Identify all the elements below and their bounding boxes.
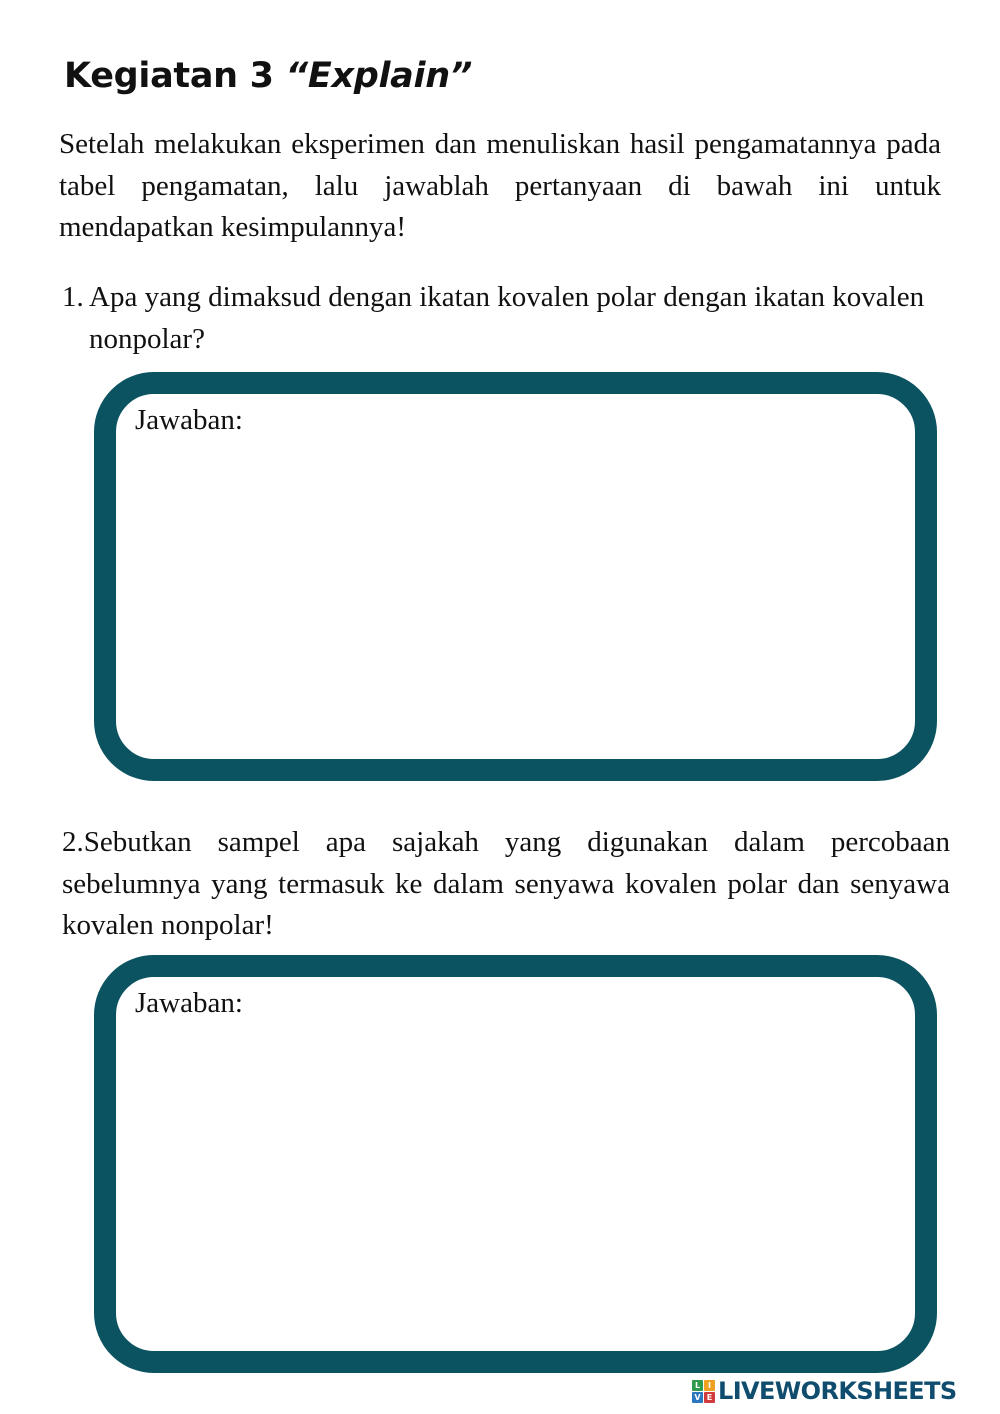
answer-input-1[interactable] [135, 446, 896, 741]
question-1 [62, 277, 932, 360]
logo-mark-cell: V [692, 1392, 703, 1403]
question-2-text: Sebutkan sampel apa sajakah yang digunakan dalam percobaan sebelumnya yang termasuk ke dalam senyawa kovalen polar dan senyawa kovalen nonpolar! [62, 826, 950, 941]
liveworksheets-logo [692, 1376, 957, 1406]
question-2 [62, 822, 950, 947]
activity-heading [64, 50, 472, 102]
question-1-text: Apa yang dimaksud dengan ikatan kovalen polar dengan ikatan kovalen nonpolar? [89, 281, 925, 355]
answer-label-2: Jawaban: [135, 987, 243, 1019]
heading-prefix: Kegiatan 3 [64, 56, 286, 96]
question-1-number: 1. [62, 281, 84, 313]
answer-input-2[interactable] [135, 1029, 896, 1333]
logo-mark-cell: I [704, 1380, 715, 1391]
question-2-number: 2. [62, 826, 84, 858]
logo-mark-cell: E [704, 1392, 715, 1403]
heading-emphasis: “Explain” [285, 56, 473, 96]
instructions-paragraph: Setelah melakukan eksperimen dan menuliskan hasil pengamatannya pada tabel pengamatan, lalu jawablah pertanyaan di bawah ini untuk mendapatkan kesimpulannya! [59, 128, 941, 243]
answer-box-2 [94, 955, 937, 1373]
logo-mark-cell: L [692, 1380, 703, 1391]
answer-box-1 [94, 372, 937, 781]
liveworksheets-mark-icon [692, 1380, 715, 1403]
logo-wordmark: LIVEWORKSHEETS [718, 1377, 957, 1405]
answer-label-1: Jawaban: [135, 404, 243, 436]
